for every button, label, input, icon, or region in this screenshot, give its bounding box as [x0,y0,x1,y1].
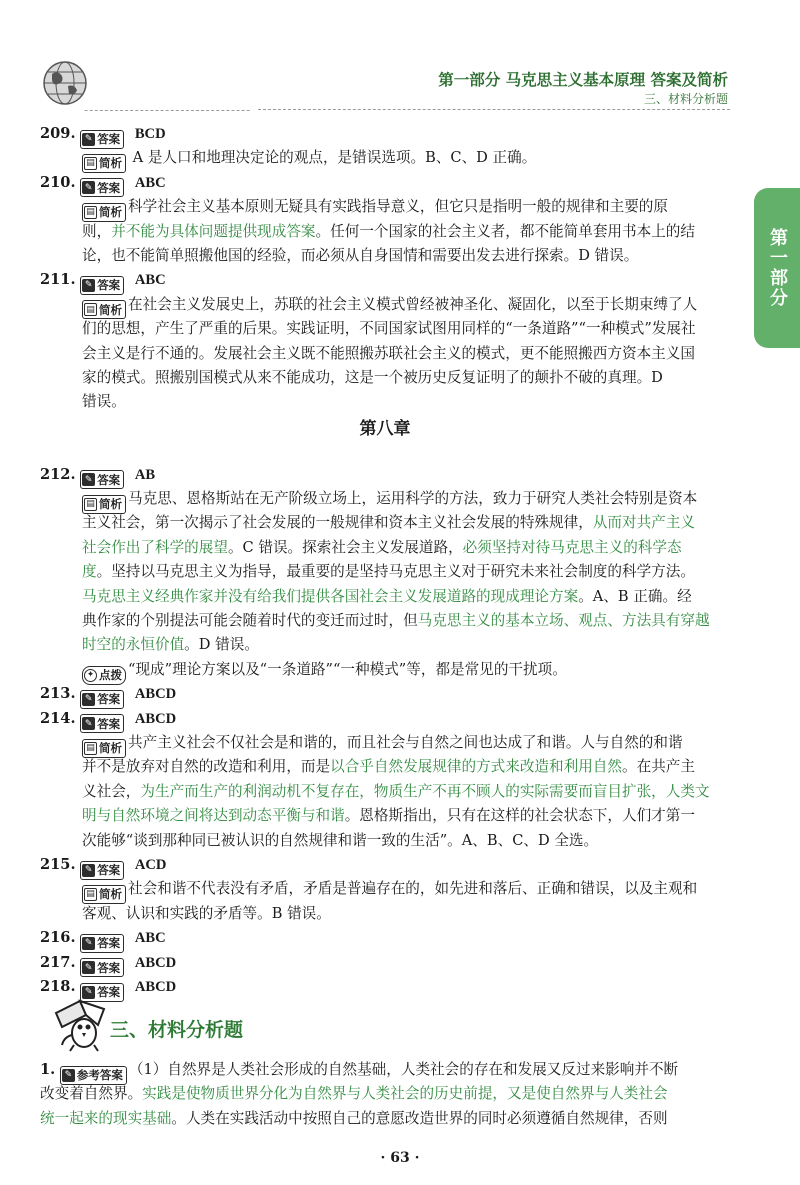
q212-answer: 212. ✎ 答案 AB [40,463,730,487]
chapter-heading: 第八章 [359,418,411,439]
analysis-badge: ▤ 简析 [82,495,126,514]
pencil-icon: ✎ [82,864,95,877]
reference-answer-badge: ✎ 参考答案 [60,1066,127,1085]
answer-badge: ✎ 答案 [80,861,124,880]
header-divider-right [258,109,730,110]
analysis-icon: ▤ [84,742,97,755]
q209-analysis: ▤ 简析 A 是人口和地理决定论的观点，是错误选项。B、C、D 正确。 [40,146,730,170]
analysis-icon: ▤ [84,157,97,170]
answer-badge: ✎ 答案 [80,470,124,489]
analysis-icon: ▤ [84,888,97,901]
q216-answer: 216. ✎ 答案 ABC [40,926,730,950]
tip-badge: ✦ 点拨 [82,666,126,685]
material-analysis: 1. ✎ 参考答案 （1）自然界是人类社会形成的自然基础，人类社会的存在和发展又反过来影响并不断 改变着自然界。实践是使物质世界分化为自然界与人类社会的历史前提，又是使自然界与人类社会 统一起来的现实基础。人类在实践活动中按照自己的意愿改造世界的同时必须遵循自然规律，否则 [40,1058,730,1131]
answer-badge: ✎ 答案 [80,276,124,295]
q210-analysis: ▤ 简析 科学社会主义基本原则无疑具有实践指导意义，但它只是指明一般的规律和主要的原 [40,195,730,219]
q215-answer: 215. ✎ 答案 ACD [40,853,730,877]
q217-answer: 217. ✎ 答案 ABCD [40,951,730,975]
pencil-icon: ✎ [82,937,95,950]
answer-badge: ✎ 答案 [80,714,124,733]
q214-analysis: ▤ 简析 共产主义社会不仅社会是和谐的，而且社会与自然之间也达成了和谐。人与自然的和谐 [40,731,730,755]
pencil-icon: ✎ [82,279,95,292]
q211-analysis: ▤ 简析 在社会主义发展史上，苏联的社会主义模式曾经被神圣化、凝固化，以至于长期束缚了人 [40,293,730,317]
section-title: 三、材料分析题 [110,1019,244,1041]
answer-badge: ✎ 答案 [80,958,124,977]
analysis-icon: ▤ [84,498,97,511]
q209-answer: 209. ✎ 答案 BCD [40,122,730,146]
q215-analysis: ▤ 简析 社会和谐不代表没有矛盾，矛盾是普遍存在的，如先进和落后、正确和错误，以及主观和 [40,877,730,901]
lightbulb-icon: ✦ [84,669,97,682]
analysis-badge: ▤ 简析 [82,203,126,222]
answer-badge: ✎ 答案 [80,690,124,709]
section-heading [52,995,452,1055]
pencil-icon: ✎ [82,717,95,730]
q212-tip: ✦ 点拨 “现成”理论方案以及“一条道路”“一种模式”等，都是常见的干扰项。 [40,658,730,682]
answer-badge: ✎ 答案 [80,983,124,1002]
q212-analysis: ▤ 简析 马克思、恩格斯站在无产阶级立场上，运用科学的方法，致力于研究人类社会特别是资本 [40,487,730,511]
pencil-icon: ✎ [82,181,95,194]
page-header-title: 第一部分 马克思主义基本原理 答案及简析 [438,71,728,89]
analysis-icon: ▤ [84,206,97,219]
page-number: · 63 · [380,1150,420,1166]
analysis-badge: ▤ 简析 [82,154,126,173]
page-header-subtitle: 三、材料分析题 [643,92,728,106]
q211-answer: 211. ✎ 答案 ABC [40,268,730,292]
q213-answer: 213. ✎ 答案 ABCD [40,682,730,706]
pencil-icon: ✎ [82,961,95,974]
part-side-tab-label: 第一部分 [767,228,788,308]
analysis-badge: ▤ 简析 [82,739,126,758]
answer-badge: ✎ 答案 [80,178,124,197]
analysis-badge: ▤ 简析 [82,300,126,319]
material-q1: 1. ✎ 参考答案 （1）自然界是人类社会形成的自然基础，人类社会的存在和发展又反过来影响并不断 [40,1058,730,1082]
answer-badge: ✎ 答案 [80,130,124,149]
analysis-badge: ▤ 简析 [82,885,126,904]
pencil-icon: ✎ [82,473,95,486]
answer-badge: ✎ 答案 [80,934,124,953]
analysis-icon: ▤ [84,303,97,316]
q218-answer: 218. ✎ 答案 ABCD [40,975,730,999]
part-side-tab [754,188,800,348]
pencil-icon: ✎ [82,986,95,999]
reading-bird-icon [52,995,112,1053]
q214-answer: 214. ✎ 答案 ABCD [40,707,730,731]
pencil-icon: ✎ [82,693,95,706]
header-divider [63,80,250,111]
q210-answer: 210. ✎ 答案 ABC [40,171,730,195]
pencil-icon: ✎ [82,133,95,146]
pencil-icon: ✎ [62,1069,75,1082]
answer-list: 209. ✎ 答案 BCD ▤ 简析 A 是人口和地理决定论的观点，是错误选项。B、C、D 正确。 210. ✎ 答案 ABC ▤ 简析 科学社会主义基本原则无疑具有实践指导意义，但它只是指明一般的规律和主要的原 则，并不能为具体问题提供现成答案。任何一个国家的社会主义者，都不能简单套用书本上的结 论，也不能简单照搬他国的经验，而必须从自身国情和需要出发去进行探索。D 错误。 211. ✎ 答案 ABC ▤ 简析 在社会主义发展史上，苏联的社会主义模式曾经被神圣化、凝固化，以至于长期束缚了人 们的思想，产生了严重的后果。实践证明，不同国家试图用同样的“一条道路”“一种模式”发展社 会主义是行不通的。发展社会主义既不能照搬苏联社会主义的模式，更不能照搬西方资本主义国 家的模式。照搬别国模式从来不能成功，这是一个被历史反复证明了的颠扑不破的真理。D 错误。 第八章 212. ✎ 答案 AB ▤ 简析 马克思、恩格斯站在无产阶级立场上，运用科学的方法，致力于研究人类社会特别是资本 主义社会，第一次揭示了社会发展的一般规律和资本主义社会发展的特殊规律，从而对共产主义 社会作出了科学的展望。C 错误。探索社会主义发展道路，必须坚持对待马克思主义的科学态 度。坚持以马克思主义为指导，最重要的是坚持马克思主义对于研究未来社会制度的科学方法。 马克思主义经典作家并没有给我们提供各国社会主义发展道路的现成理论方案。A、B 正确。经 典作家的个别提法可能会随着时代的变迁而过时，但马克思主义的基本立场、观点、方法具有穿越 时空的永恒价值。D 错误。 ✦ 点拨 “现成”理论方案以及“一条道路”“一种模式”等，都是常见的干扰项。 213. ✎ 答案 ABCD 214. ✎ 答案 ABCD ▤ 简析 共产主义社会不仅社会是和谐的，而且社会与自然之间也达成了和谐。人与自然的和谐 并不是放弃对自然的改造和利用，而是以合乎自然发展规律的方式来改造和利用自然。在共产主 义社会，为生产而生产的利润动机不复存在，物质生产不再不顾人的实际需要而盲目扩张，人类文 明与自然环境之间将达到动态平衡与和谐。恩格斯指出，只有在这样的社会状态下，人们才第一 次能够“谈到那种同已被认识的自然规律和谐一致的生活”。A、B、C、D 全选。 215. ✎ 答案 ACD ▤ 简析 社会和谐不代表没有矛盾，矛盾是普遍存在的，如先进和落后、正确和错误，以及主观和 客观、认识和实践的矛盾等。B 错误。 216. ✎ 答案 ABC 217. ✎ 答案 ABCD 218. ✎ 答案 ABCD [40,122,730,999]
